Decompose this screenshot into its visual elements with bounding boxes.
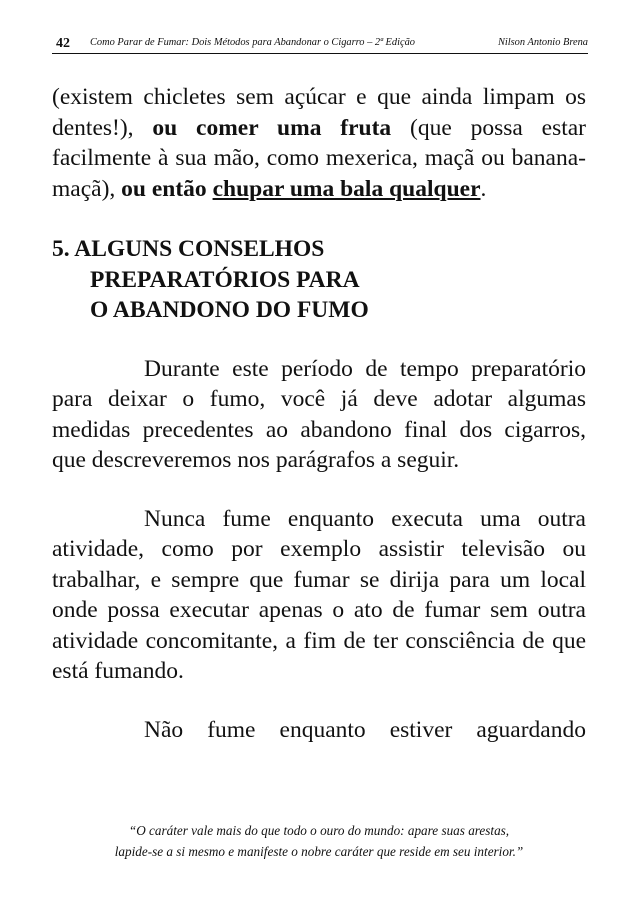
footer-quote-line-2: lapide-se a si mesmo e manifeste o nobre caráter que reside em seu interior.”	[114, 844, 524, 859]
section-title-line-1: ALGUNS CONSELHOS	[74, 236, 325, 262]
running-author: Nilson Antonio Brena	[497, 37, 588, 48]
section-number: 5.	[52, 236, 70, 262]
body-paragraph-3: Não fume enquanto estiver aguardando	[144, 716, 586, 743]
intro-bold-1: ou comer uma fruta	[152, 114, 392, 141]
section-heading-line-1	[52, 234, 586, 265]
section-title-line-2: PREPARATÓRIOS PARA	[90, 266, 360, 293]
spacer	[52, 326, 586, 354]
footer-quote-line-1: “O caráter vale mais do que todo o ouro do mundo: apare suas arestas,	[128, 823, 510, 838]
header-divider	[52, 53, 588, 54]
spacer	[52, 476, 586, 504]
spacer	[52, 687, 586, 715]
page-header	[52, 22, 588, 56]
intro-bold-2: ou então	[121, 175, 207, 202]
intro-text-2: (que possa estar facilmente à sua mão, como mexerica, maçã ou banana-maçã),	[52, 114, 587, 202]
section-heading	[52, 234, 586, 326]
intro-text-4: .	[480, 175, 487, 202]
section-title-line-3: O ABANDONO DO FUMO	[90, 297, 369, 323]
page-body	[52, 82, 586, 745]
running-title: Como Parar de Fumar: Dois Métodos para Abandonar o Cigarro – 2ª Edição	[90, 37, 415, 48]
spacer	[52, 204, 586, 234]
page-number: 42	[56, 36, 70, 51]
intro-text-1: (existem chicletes sem açúcar e que ainda limpam os dentes!),	[52, 84, 586, 141]
page-footer-quote	[52, 820, 586, 862]
body-paragraph-2: Nunca fume enquanto executa uma outra atividade, como por exemplo assistir televisão ou trabalhar, e sempre que fumar se dirija para um local onde possa executar apenas o ato de fumar sem outra atividade concomitante, a fim de ter consciência de que está fumando.	[52, 505, 586, 684]
intro-bold-underlined: chupar uma bala qualquer	[212, 175, 481, 202]
body-paragraph-1: Durante este período de tempo preparatório para deixar o fumo, você já deve adotar algumas medidas precedentes ao abandono final dos cigarros, que descreveremos nos parágrafos a seguir.	[52, 355, 586, 473]
intro-paragraph	[52, 82, 586, 204]
